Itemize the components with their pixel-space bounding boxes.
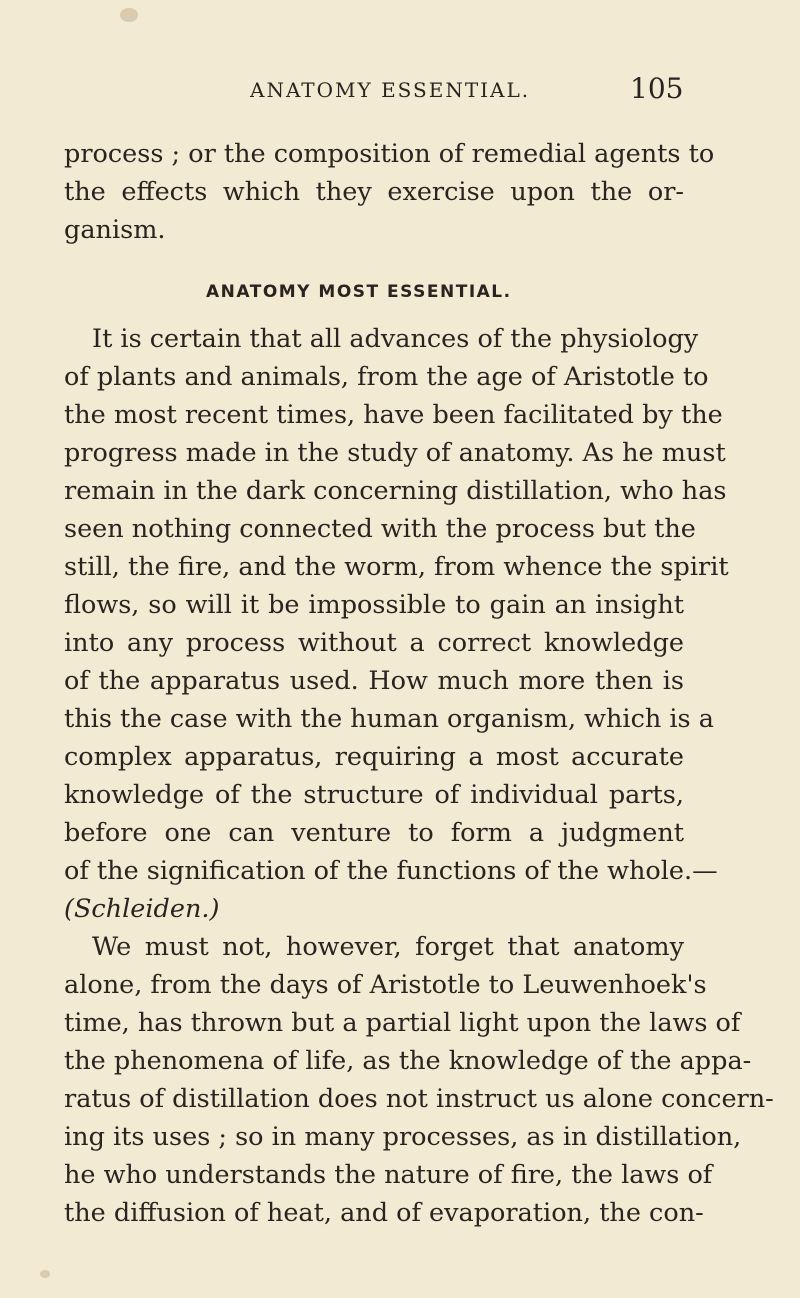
text-line: ganism. bbox=[64, 215, 166, 245]
page-number: 105 bbox=[630, 72, 684, 105]
text-line: of plants and animals, from the age of Aristotle to bbox=[64, 362, 709, 392]
text-line: the effects which they exercise upon the or- bbox=[64, 177, 684, 207]
text-line: It is certain that all advances of the physiology bbox=[92, 324, 699, 354]
text-line: alone, from the days of Aristotle to Leuwenhoek's bbox=[64, 970, 707, 1000]
text-line: progress made in the study of anatomy. As he must bbox=[64, 438, 726, 468]
text-line: flows, so will it be impossible to gain an insight bbox=[64, 590, 684, 620]
text-line: of the signification of the functions of the whole.— bbox=[64, 856, 718, 886]
text-line: into any process without a correct knowledge bbox=[64, 628, 684, 658]
paper-stain bbox=[120, 8, 138, 22]
text-line: of the apparatus used. How much more then is bbox=[64, 666, 684, 696]
running-head: ANATOMY ESSENTIAL. bbox=[250, 78, 531, 102]
section-heading: ANATOMY MOST ESSENTIAL. bbox=[206, 282, 512, 302]
text-line: the diffusion of heat, and of evaporation, the con- bbox=[64, 1198, 704, 1228]
text-line: We must not, however, forget that anatomy bbox=[92, 932, 684, 962]
text-line: seen nothing connected with the process but the bbox=[64, 514, 696, 544]
text-line: this the case with the human organism, which is a bbox=[64, 704, 714, 734]
text-line: knowledge of the structure of individual parts, bbox=[64, 780, 684, 810]
citation: (Schleiden.) bbox=[64, 894, 220, 924]
text-line: the phenomena of life, as the knowledge of the appa- bbox=[64, 1046, 752, 1076]
text-line: before one can venture to form a judgment bbox=[64, 818, 684, 848]
text-line: he who understands the nature of fire, the laws of bbox=[64, 1160, 713, 1190]
text-line: process ; or the composition of remedial agents to bbox=[64, 139, 715, 169]
text-line: complex apparatus, requiring a most accurate bbox=[64, 742, 684, 772]
text-line: ing its uses ; so in many processes, as in distillation, bbox=[64, 1122, 742, 1152]
text-line: time, has thrown but a partial light upon the laws of bbox=[64, 1008, 741, 1038]
text-line: ratus of distillation does not instruct us alone concern- bbox=[64, 1084, 774, 1114]
text-line: remain in the dark concerning distillation, who has bbox=[64, 476, 727, 506]
paper-stain bbox=[40, 1270, 50, 1278]
text-line: the most recent times, have been facilitated by the bbox=[64, 400, 723, 430]
text-line: still, the fire, and the worm, from whence the spirit bbox=[64, 552, 729, 582]
